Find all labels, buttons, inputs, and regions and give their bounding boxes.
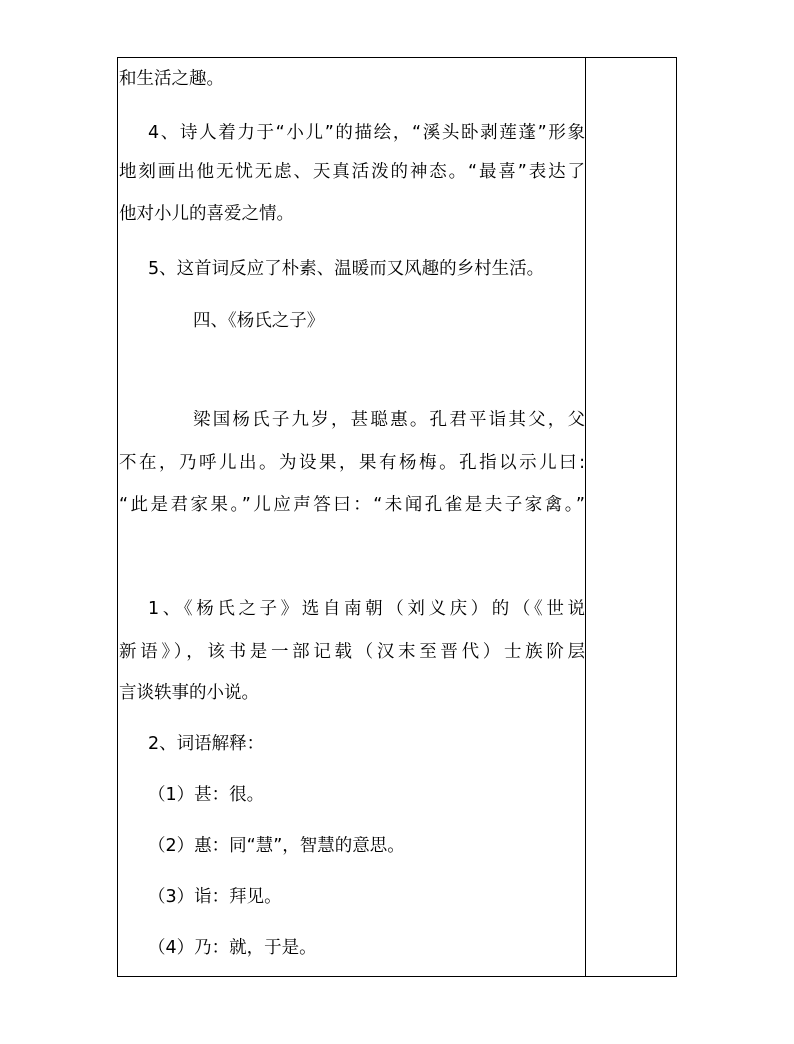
- text-line: 4、诗人着力于“小儿”的描绘，“溪头卧剥莲蓬”形象: [148, 123, 585, 143]
- text-line: （3）诣：拜见。: [148, 887, 282, 907]
- text-line: 和生活之趣。: [119, 69, 224, 89]
- text-line: （2）惠：同“慧”，智慧的意思。: [148, 836, 405, 856]
- text-line: 他对小儿的喜爱之情。: [119, 204, 294, 224]
- content-cell: [118, 58, 585, 976]
- text-line: 2、词语解释：: [148, 734, 265, 754]
- text-line: 梁国杨氏子九岁，甚聪惠。孔君平诣其父，父: [193, 410, 585, 430]
- text-line: 言谈轶事的小说。: [119, 683, 259, 703]
- document-table: [117, 57, 677, 977]
- section-heading: 四、《杨氏之子》: [193, 311, 325, 331]
- text-line: 不在，乃呼儿出。为设果，果有杨梅。孔指以示儿曰:: [119, 453, 585, 473]
- text-line: （1）甚：很。: [148, 785, 265, 805]
- text-line: 1、《杨氏之子》选自南朝（刘义庆）的（《世说: [148, 599, 585, 619]
- column-divider: [585, 58, 586, 976]
- text-line: “此是君家果。”儿应声答曰：“未闻孔雀是夫子家禽。”: [119, 495, 585, 515]
- text-line: 5、这首词反应了朴素、温暖而又风趣的乡村生活。: [148, 259, 545, 279]
- text-line: （4）乃：就，于是。: [148, 938, 317, 958]
- text-line: 地刻画出他无忧无虑、天真活泼的神态。“最喜”表达了: [119, 162, 585, 182]
- text-line: 新语》），该书是一部记载（汉末至晋代）士族阶层: [119, 642, 585, 662]
